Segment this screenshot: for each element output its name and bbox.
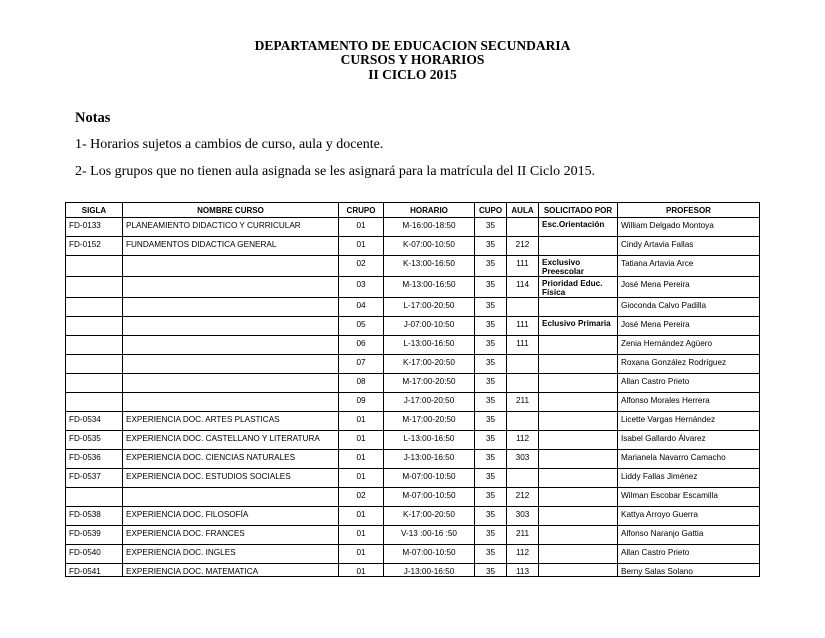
table-row bbox=[66, 237, 760, 256]
column-header-cupo: CUPO bbox=[475, 203, 507, 218]
room-cell: 111 bbox=[507, 317, 539, 336]
schedule-cell: J-13:00-16:50 bbox=[384, 450, 475, 469]
schedule-cell: K-07:00-10:50 bbox=[384, 237, 475, 256]
column-header-crupo: CRUPO bbox=[339, 203, 384, 218]
room-cell: 112 bbox=[507, 545, 539, 564]
group-cell: 01 bbox=[339, 450, 384, 469]
capacity-cell: 35 bbox=[475, 336, 507, 355]
room-cell: 211 bbox=[507, 393, 539, 412]
professor-cell: Kattya Arroyo Guerra bbox=[618, 507, 760, 526]
column-header-solicitado-por: SOLICITADO POR bbox=[539, 203, 618, 218]
table-row bbox=[66, 355, 760, 374]
sigla-cell: FD-0152 bbox=[66, 237, 123, 256]
column-header-aula: AULA bbox=[507, 203, 539, 218]
group-cell: 04 bbox=[339, 298, 384, 317]
sigla-cell bbox=[66, 256, 123, 277]
schedule-cell: K-17:00-20:50 bbox=[384, 507, 475, 526]
group-cell: 01 bbox=[339, 237, 384, 256]
professor-cell: Tatiana Artavia Arce bbox=[618, 256, 760, 277]
capacity-cell: 35 bbox=[475, 412, 507, 431]
room-cell: 212 bbox=[507, 488, 539, 507]
professor-cell: Berny Salas Solano bbox=[618, 564, 760, 577]
sigla-cell bbox=[66, 488, 123, 507]
document-subtitle: CURSOS Y HORARIOS bbox=[340, 52, 485, 67]
professor-cell: Liddy Fallas Jiménez bbox=[618, 469, 760, 488]
document-period: II CICLO 2015 bbox=[368, 67, 457, 82]
professor-cell: Alfonso Naranjo Gattia bbox=[618, 526, 760, 545]
column-header-horario: HORARIO bbox=[384, 203, 475, 218]
course-name-cell: PLANEAMIENTO DIDACTICO Y CURRICULAR bbox=[123, 218, 339, 237]
course-name-cell bbox=[123, 488, 339, 507]
sigla-cell: FD-0539 bbox=[66, 526, 123, 545]
requested-by-cell bbox=[539, 507, 618, 526]
schedule-cell: M-07:00-10:50 bbox=[384, 469, 475, 488]
group-cell: 01 bbox=[339, 469, 384, 488]
professor-cell: José Mena Pereira bbox=[618, 317, 760, 336]
schedule-cell: L-13:00-16:50 bbox=[384, 336, 475, 355]
table-row bbox=[66, 564, 760, 577]
capacity-cell: 35 bbox=[475, 526, 507, 545]
room-cell: 212 bbox=[507, 237, 539, 256]
course-name-cell bbox=[123, 336, 339, 355]
capacity-cell: 35 bbox=[475, 488, 507, 507]
schedule-cell: K-17:00-20:50 bbox=[384, 355, 475, 374]
group-cell: 01 bbox=[339, 218, 384, 237]
table-row bbox=[66, 317, 760, 336]
course-name-cell: EXPERIENCIA DOC. ARTES PLASTICAS bbox=[123, 412, 339, 431]
sigla-cell: FD-0540 bbox=[66, 545, 123, 564]
room-cell bbox=[507, 355, 539, 374]
capacity-cell: 35 bbox=[475, 393, 507, 412]
group-cell: 01 bbox=[339, 507, 384, 526]
course-name-cell bbox=[123, 355, 339, 374]
capacity-cell: 35 bbox=[475, 374, 507, 393]
sigla-cell: FD-0541 bbox=[66, 564, 123, 577]
requested-by-cell bbox=[539, 450, 618, 469]
column-header-sigla: SIGLA bbox=[66, 203, 123, 218]
group-cell: 03 bbox=[339, 277, 384, 298]
schedule-cell: M-17:00-20:50 bbox=[384, 374, 475, 393]
course-name-cell: FUNDAMENTOS DIDACTICA GENERAL bbox=[123, 237, 339, 256]
table-row bbox=[66, 256, 760, 277]
table-row bbox=[66, 450, 760, 469]
professor-cell: Isabel Gallardo Álvarez bbox=[618, 431, 760, 450]
column-header-nombre-curso: NOMBRE CURSO bbox=[123, 203, 339, 218]
capacity-cell: 35 bbox=[475, 298, 507, 317]
course-name-cell bbox=[123, 393, 339, 412]
notes-heading: Notas bbox=[75, 110, 111, 126]
room-cell bbox=[507, 218, 539, 237]
schedule-cell: J-07:00-10:50 bbox=[384, 317, 475, 336]
requested-by-cell bbox=[539, 336, 618, 355]
course-name-cell: EXPERIENCIA DOC. FILOSOFÍA bbox=[123, 507, 339, 526]
course-schedule-table bbox=[65, 202, 760, 577]
group-cell: 01 bbox=[339, 431, 384, 450]
requested-by-cell bbox=[539, 431, 618, 450]
room-cell: 111 bbox=[507, 336, 539, 355]
professor-cell: Cindy Artavia Fallas bbox=[618, 237, 760, 256]
professor-cell: Roxana González Rodríguez bbox=[618, 355, 760, 374]
requested-by-cell: Exclusivo Preescolar bbox=[539, 256, 618, 277]
schedule-cell: L-17:00-20:50 bbox=[384, 298, 475, 317]
note-item: 2- Los grupos que no tienen aula asignada se les asignará para la matrícula del II Ciclo 2015. bbox=[75, 164, 596, 179]
sigla-cell: FD-0133 bbox=[66, 218, 123, 237]
group-cell: 08 bbox=[339, 374, 384, 393]
sigla-cell bbox=[66, 336, 123, 355]
professor-cell: José Mena Pereira bbox=[618, 277, 760, 298]
table-row bbox=[66, 393, 760, 412]
schedule-cell: M-13:00-16:50 bbox=[384, 277, 475, 298]
table-row bbox=[66, 488, 760, 507]
requested-by-cell: Eclusivo Primaria bbox=[539, 317, 618, 336]
sigla-cell: FD-0537 bbox=[66, 469, 123, 488]
course-name-cell: EXPERIENCIA DOC. MATEMATICA bbox=[123, 564, 339, 577]
table-row bbox=[66, 507, 760, 526]
room-cell: 303 bbox=[507, 507, 539, 526]
requested-by-cell bbox=[539, 526, 618, 545]
capacity-cell: 35 bbox=[475, 256, 507, 277]
room-cell bbox=[507, 374, 539, 393]
group-cell: 06 bbox=[339, 336, 384, 355]
room-cell bbox=[507, 298, 539, 317]
column-header-profesor: PROFESOR bbox=[618, 203, 760, 218]
room-cell bbox=[507, 469, 539, 488]
table-row bbox=[66, 412, 760, 431]
requested-by-cell bbox=[539, 237, 618, 256]
requested-by-cell bbox=[539, 564, 618, 577]
capacity-cell: 35 bbox=[475, 355, 507, 374]
group-cell: 07 bbox=[339, 355, 384, 374]
room-cell bbox=[507, 412, 539, 431]
room-cell: 114 bbox=[507, 277, 539, 298]
capacity-cell: 35 bbox=[475, 545, 507, 564]
requested-by-cell: Prioridad Educ. Física bbox=[539, 277, 618, 298]
table-row bbox=[66, 431, 760, 450]
schedule-cell: M-16:00-18:50 bbox=[384, 218, 475, 237]
group-cell: 05 bbox=[339, 317, 384, 336]
sigla-cell bbox=[66, 277, 123, 298]
professor-cell: Allan Castro Prieto bbox=[618, 545, 760, 564]
course-name-cell: EXPERIENCIA DOC. INGLES bbox=[123, 545, 339, 564]
course-name-cell bbox=[123, 256, 339, 277]
course-name-cell bbox=[123, 374, 339, 393]
sigla-cell: FD-0534 bbox=[66, 412, 123, 431]
schedule-cell: J-13:00-16:50 bbox=[384, 564, 475, 577]
group-cell: 01 bbox=[339, 545, 384, 564]
schedule-cell: J-17:00-20:50 bbox=[384, 393, 475, 412]
professor-cell: Alfonso Morales Herrera bbox=[618, 393, 760, 412]
group-cell: 01 bbox=[339, 412, 384, 431]
professor-cell: Wilman Escobar Escamilla bbox=[618, 488, 760, 507]
requested-by-cell bbox=[539, 393, 618, 412]
capacity-cell: 35 bbox=[475, 469, 507, 488]
sigla-cell bbox=[66, 317, 123, 336]
group-cell: 01 bbox=[339, 564, 384, 577]
requested-by-cell bbox=[539, 488, 618, 507]
capacity-cell: 35 bbox=[475, 450, 507, 469]
course-name-cell: EXPERIENCIA DOC. FRANCES bbox=[123, 526, 339, 545]
room-cell: 111 bbox=[507, 256, 539, 277]
room-cell: 113 bbox=[507, 564, 539, 577]
table-row bbox=[66, 545, 760, 564]
capacity-cell: 35 bbox=[475, 277, 507, 298]
course-name-cell: EXPERIENCIA DOC. ESTUDIOS SOCIALES bbox=[123, 469, 339, 488]
course-name-cell: EXPERIENCIA DOC. CASTELLANO Y LITERATURA bbox=[123, 431, 339, 450]
sigla-cell bbox=[66, 298, 123, 317]
requested-by-cell bbox=[539, 469, 618, 488]
sigla-cell: FD-0535 bbox=[66, 431, 123, 450]
professor-cell: Zenia Hernández Agüero bbox=[618, 336, 760, 355]
course-name-cell bbox=[123, 298, 339, 317]
table-row bbox=[66, 336, 760, 355]
professor-cell: William Delgado Montoya bbox=[618, 218, 760, 237]
professor-cell: Marianela Navarro Camacho bbox=[618, 450, 760, 469]
requested-by-cell: Esc.Orientación bbox=[539, 218, 618, 237]
capacity-cell: 35 bbox=[475, 218, 507, 237]
table-row bbox=[66, 374, 760, 393]
capacity-cell: 35 bbox=[475, 507, 507, 526]
requested-by-cell bbox=[539, 298, 618, 317]
sigla-cell: FD-0536 bbox=[66, 450, 123, 469]
room-cell: 211 bbox=[507, 526, 539, 545]
capacity-cell: 35 bbox=[475, 317, 507, 336]
document-title: DEPARTAMENTO DE EDUCACION SECUNDARIA bbox=[254, 38, 571, 53]
capacity-cell: 35 bbox=[475, 564, 507, 577]
capacity-cell: 35 bbox=[475, 431, 507, 450]
table-row bbox=[66, 277, 760, 298]
table-row bbox=[66, 218, 760, 237]
professor-cell: Allan Castro Prieto bbox=[618, 374, 760, 393]
table-header-row bbox=[66, 203, 760, 218]
course-name-cell: EXPERIENCIA DOC. CIENCIAS NATURALES bbox=[123, 450, 339, 469]
requested-by-cell bbox=[539, 412, 618, 431]
requested-by-cell bbox=[539, 545, 618, 564]
room-cell: 112 bbox=[507, 431, 539, 450]
sigla-cell bbox=[66, 355, 123, 374]
requested-by-cell bbox=[539, 374, 618, 393]
schedule-cell: M-07:00-10:50 bbox=[384, 488, 475, 507]
sigla-cell bbox=[66, 393, 123, 412]
sigla-cell: FD-0538 bbox=[66, 507, 123, 526]
course-name-cell bbox=[123, 317, 339, 336]
capacity-cell: 35 bbox=[475, 237, 507, 256]
schedule-cell: V-13 :00-16 :50 bbox=[384, 526, 475, 545]
group-cell: 09 bbox=[339, 393, 384, 412]
schedule-cell: M-07:00-10:50 bbox=[384, 545, 475, 564]
table-row bbox=[66, 469, 760, 488]
schedule-cell: M-17:00-20:50 bbox=[384, 412, 475, 431]
schedule-cell: L-13:00-16:50 bbox=[384, 431, 475, 450]
schedule-cell: K-13:00-16:50 bbox=[384, 256, 475, 277]
sigla-cell bbox=[66, 374, 123, 393]
group-cell: 02 bbox=[339, 256, 384, 277]
requested-by-cell bbox=[539, 355, 618, 374]
table-row bbox=[66, 298, 760, 317]
professor-cell: Gioconda Calvo Padilla bbox=[618, 298, 760, 317]
course-name-cell bbox=[123, 277, 339, 298]
group-cell: 01 bbox=[339, 526, 384, 545]
group-cell: 02 bbox=[339, 488, 384, 507]
table-row bbox=[66, 526, 760, 545]
note-item: 1- Horarios sujetos a cambios de curso, aula y docente. bbox=[75, 137, 384, 152]
room-cell: 303 bbox=[507, 450, 539, 469]
professor-cell: Licette Vargas Hernández bbox=[618, 412, 760, 431]
